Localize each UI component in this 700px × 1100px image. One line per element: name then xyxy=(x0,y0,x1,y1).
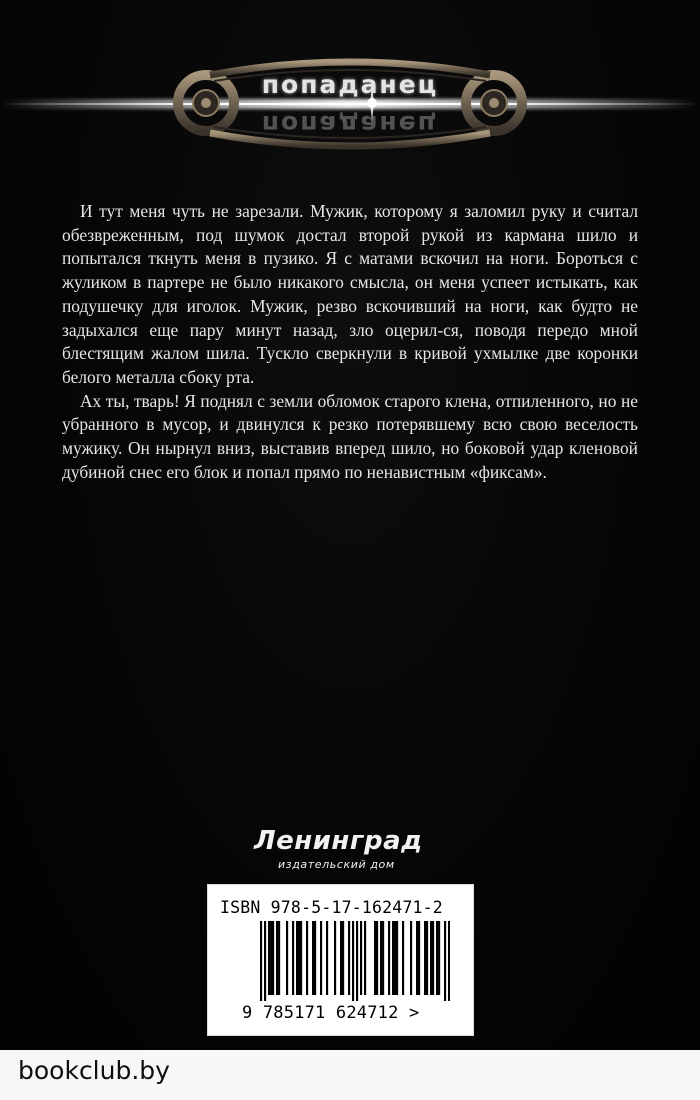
isbn-label: ISBN 978-5-17-162471-2 xyxy=(220,898,443,917)
barcode-bar xyxy=(388,921,390,995)
barcode-bar xyxy=(340,921,342,995)
barcode-bar xyxy=(334,921,336,995)
barcode-bar xyxy=(376,921,378,995)
barcode-bar xyxy=(402,921,404,995)
barcode-bar xyxy=(424,921,426,995)
barcode-bar xyxy=(426,921,428,995)
barcode-bar xyxy=(260,921,262,1001)
series-emblem xyxy=(0,55,700,165)
barcode-bar xyxy=(432,921,434,995)
barcode-bar xyxy=(264,921,266,1001)
barcode-bar xyxy=(272,921,274,995)
barcode-bar xyxy=(270,921,272,995)
publisher-logo xyxy=(248,826,448,878)
barcode-bar xyxy=(448,921,450,1001)
barcode-bar xyxy=(342,921,344,995)
barcode-bar xyxy=(436,921,438,995)
publisher-name: Ленинград xyxy=(254,826,423,856)
barcode-bar xyxy=(312,921,314,995)
barcode-bar xyxy=(394,921,396,995)
barcode-bar xyxy=(326,921,328,995)
series-title-reflection: попаданец xyxy=(261,110,439,139)
barcode-bar xyxy=(444,921,446,1001)
publisher-subtitle: издательский дом xyxy=(278,858,395,871)
blurb-paragraph-1: И тут меня чуть не зарезали. Мужик, которому я заломил руку и считал обезвреженным, под шумок достал второй рукой из кармана шило и попытался ткнуть меня в пузико. Я с матами вскочил на ноги. Бороться с жуликом в партере не было никакого смысла, он меня успеет истыкать, как подушечку для иголок. Мужик, резво вскочивший на ноги, как будто не задыхался еще пару минут назад, зло оцерил-ся, поводя передо мной блестящим жалом шила. Тускло сверкнули в кривой ухмылке две коронки белого металла сбоку рта. xyxy=(62,201,638,387)
barcode-bar xyxy=(380,921,382,995)
barcode-bar xyxy=(278,921,280,995)
barcode-bar xyxy=(430,921,432,995)
barcode-bar xyxy=(306,921,308,995)
barcode-bar xyxy=(374,921,376,995)
barcode-bar xyxy=(348,921,350,995)
footer-strip xyxy=(0,1050,700,1100)
barcode-bar xyxy=(320,921,322,995)
blurb-text xyxy=(62,200,638,484)
barcode-bar xyxy=(364,921,366,995)
barcode-bar xyxy=(410,921,412,995)
barcode-bar xyxy=(438,921,440,995)
barcode-bar xyxy=(298,921,300,995)
barcode-bar xyxy=(418,921,420,995)
watermark: bookclub.by xyxy=(18,1056,170,1085)
barcode-bar xyxy=(300,921,302,995)
barcode-bar xyxy=(292,921,294,995)
barcode-bar xyxy=(356,921,358,1001)
barcode-bar xyxy=(286,921,288,995)
barcode-bar xyxy=(314,921,316,995)
isbn-barcode-box xyxy=(207,884,474,1036)
barcode-bar xyxy=(392,921,394,995)
barcode-bar xyxy=(396,921,398,995)
barcode-bar xyxy=(416,921,418,995)
series-title: попаданец xyxy=(261,70,439,99)
barcode-bar xyxy=(296,921,298,995)
barcode-bar xyxy=(352,921,354,1001)
barcode-bar xyxy=(382,921,384,995)
barcode-bar xyxy=(360,921,362,995)
barcode xyxy=(260,921,450,1001)
barcode-digits: 9 785171 624712 > xyxy=(242,1003,420,1023)
barcode-bar xyxy=(276,921,278,995)
blurb-paragraph-2: Ах ты, тварь! Я поднял с земли обломок старого клена, отпиленного, но не убранного в мусор, и двинулся к резко потерявшему всю свою веселость мужику. Он нырнул вниз, выставив вперед шило, но боковой удар кленовой дубиной снес его блок и попал прямо по ненавистным «фиксам». xyxy=(62,390,638,482)
barcode-bar xyxy=(268,921,270,995)
